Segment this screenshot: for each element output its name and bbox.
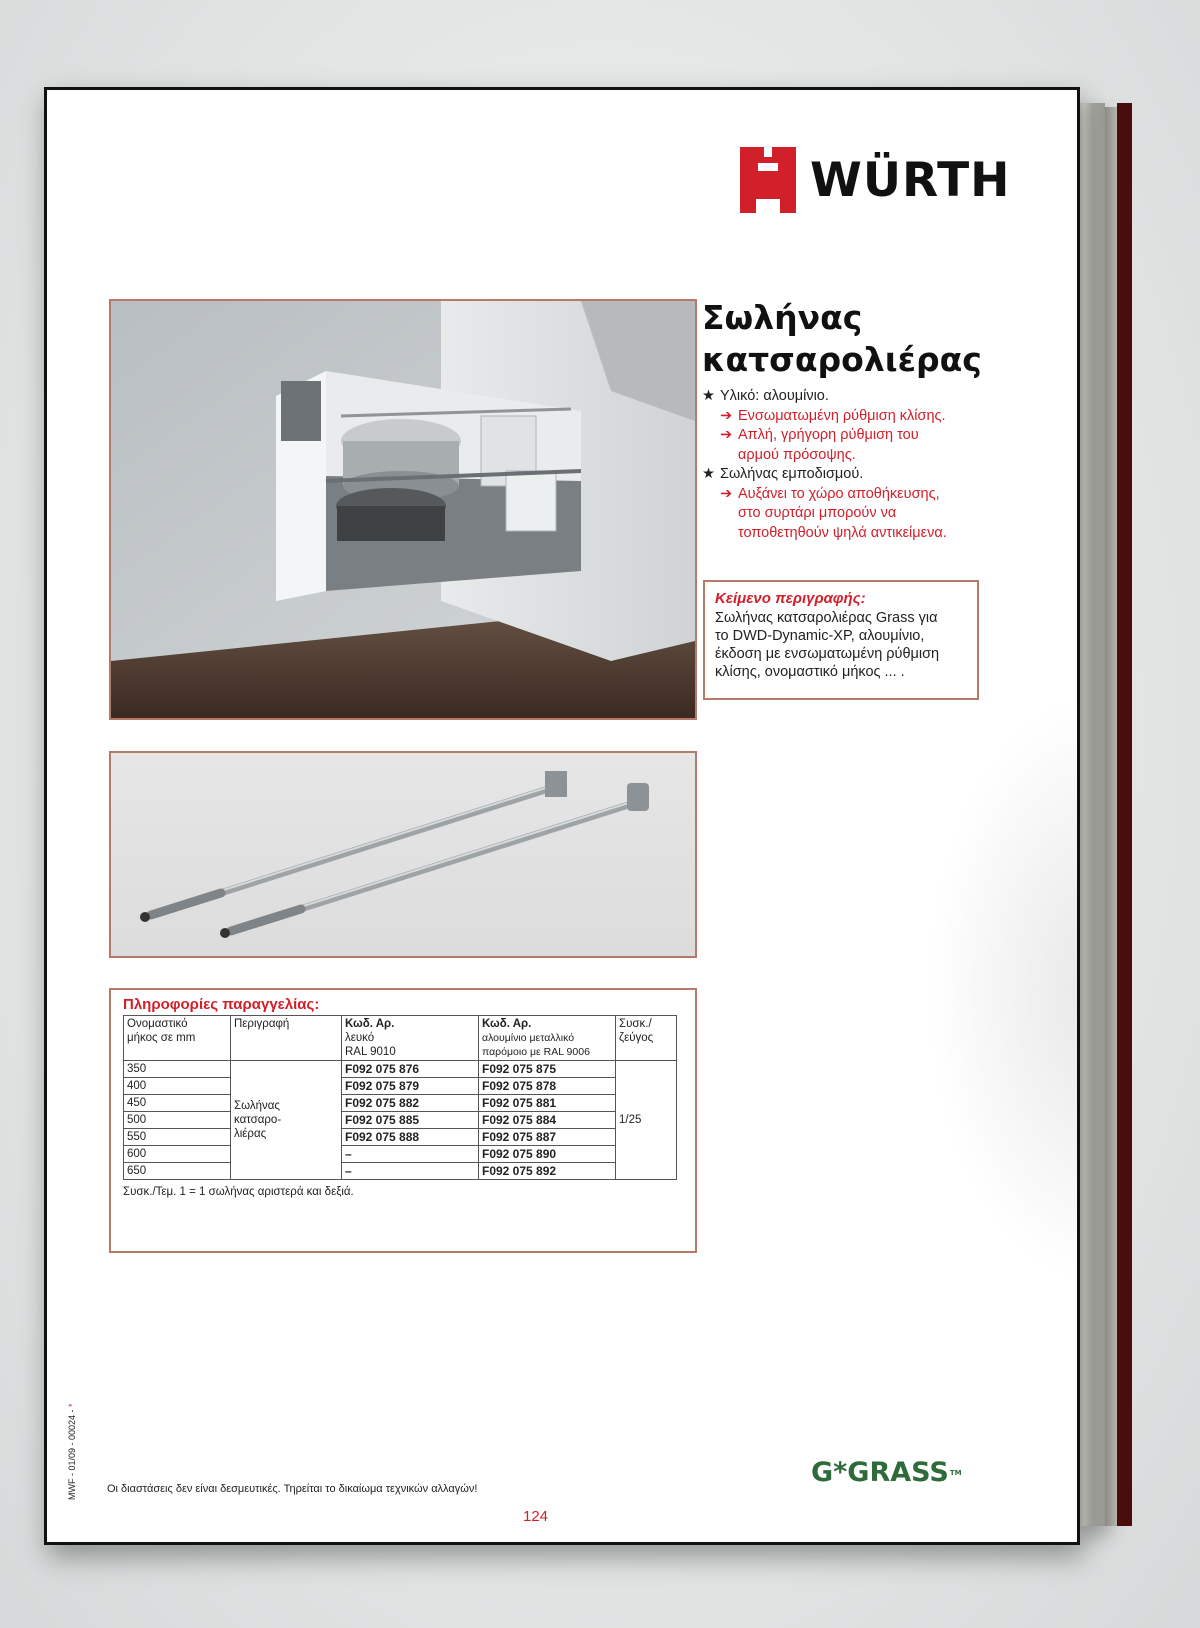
description-box — [703, 580, 979, 700]
page-stack-edge — [1117, 103, 1132, 1526]
col-code-alu: Κωδ. Αρ. αλουμίνιο μεταλλικό παρόμοιο με RAL 9006 — [479, 1016, 616, 1061]
feature-item: ★ Σωλήνας εμποδισμού. — [702, 465, 1032, 485]
rails-photo — [109, 751, 697, 958]
description-cell: Σωλήνας κατσαρο- λιέρας — [231, 1061, 342, 1180]
description-text: Σωλήνας κατσαρολιέρας Grass για το DWD-Dynamic-XP, αλουμίνιο, έκδοση με ενσωματωμένη ρύθμιση κλίσης, ονομαστικό μήκος ... . — [715, 610, 940, 680]
table-row: 450 F092 075 882 F092 075 881 — [124, 1095, 677, 1112]
table-row: 500 F092 075 885 F092 075 884 — [124, 1112, 677, 1129]
arrow-right-icon: ➔ — [720, 427, 733, 443]
table-row: 600 – F092 075 890 — [124, 1146, 677, 1163]
order-heading: Πληροφορίες παραγγελίας: — [123, 996, 320, 1013]
gallery-rail-icon — [111, 753, 695, 956]
feature-subitem: ➔ Απλή, γρήγορη ρύθμιση του — [702, 426, 1032, 446]
table-row: 350 Σωλήνας κατσαρο- λιέρας F092 075 876 F092 075 875 1/25 — [124, 1061, 677, 1078]
col-description: Περιγραφή — [231, 1016, 342, 1061]
col-length: Ονομαστικό μήκος σε mm — [124, 1016, 231, 1061]
col-pack: Συσκ./ ζεύγος — [616, 1016, 677, 1061]
feature-subitem: στο συρτάρι μπορούν να — [738, 505, 897, 521]
product-title: Σωλήνας κατσαρολιέρας — [702, 298, 982, 379]
table-note: Συσκ./Τεμ. 1 = 1 σωλήνας αριστερά και δεξιά. — [123, 1186, 354, 1198]
col-code-white: Κωδ. Αρ. λευκό RAL 9010 — [342, 1016, 479, 1061]
drawer-photo-illustration — [111, 301, 695, 718]
feature-subitem: ➔ Ενσωματωμένη ρύθμιση κλίσης. — [702, 407, 1032, 427]
grass-mark-icon: G* — [811, 1457, 848, 1488]
feature-subitem: τοποθετηθούν ψηλά αντικείμενα. — [738, 524, 947, 541]
table-header-row — [124, 1016, 677, 1061]
feature-subitem: ➔ Αυξάνει το χώρο αποθήκευσης, — [702, 485, 1032, 505]
order-info-box — [109, 988, 697, 1253]
page-stack-mid — [1105, 107, 1117, 1526]
table-row: 650 – F092 075 892 — [124, 1163, 677, 1180]
order-table — [123, 1015, 677, 1180]
table-row: 550 F092 075 888 F092 075 887 — [124, 1129, 677, 1146]
page-number: 124 — [523, 1508, 549, 1525]
feature-subitem: αρμού πρόσοψης. — [738, 446, 856, 463]
grass-logo: G* GRASS TM — [811, 1457, 962, 1488]
star-bullet-icon: ★ — [702, 388, 715, 404]
arrow-right-icon: ➔ — [720, 407, 733, 424]
wurth-logo — [740, 150, 1010, 210]
disclaimer: Οι διαστάσεις δεν είναι δεσμευτικές. Τηρείται το δικαίωμα τεχνικών αλλαγών! — [107, 1483, 478, 1495]
arrow-right-icon: ➔ — [720, 485, 733, 502]
catalog-page — [44, 87, 1080, 1545]
table-row: 400 F092 075 879 F092 075 878 — [124, 1078, 677, 1095]
pack-cell: 1/25 — [616, 1061, 677, 1180]
feature-list — [702, 387, 1032, 543]
feature-item: ★ Υλικό: αλουμίνιο. — [702, 387, 1032, 407]
star-bullet-icon: ★ — [702, 466, 715, 482]
wurth-wordmark: WÜRTH — [810, 152, 1011, 208]
description-heading: Κείμενο περιγραφής: — [715, 590, 866, 607]
side-code: MWF - 01/09 - 00024 - * — [67, 1403, 77, 1500]
drawer-photo — [109, 299, 697, 720]
wurth-mark-icon — [740, 147, 796, 213]
